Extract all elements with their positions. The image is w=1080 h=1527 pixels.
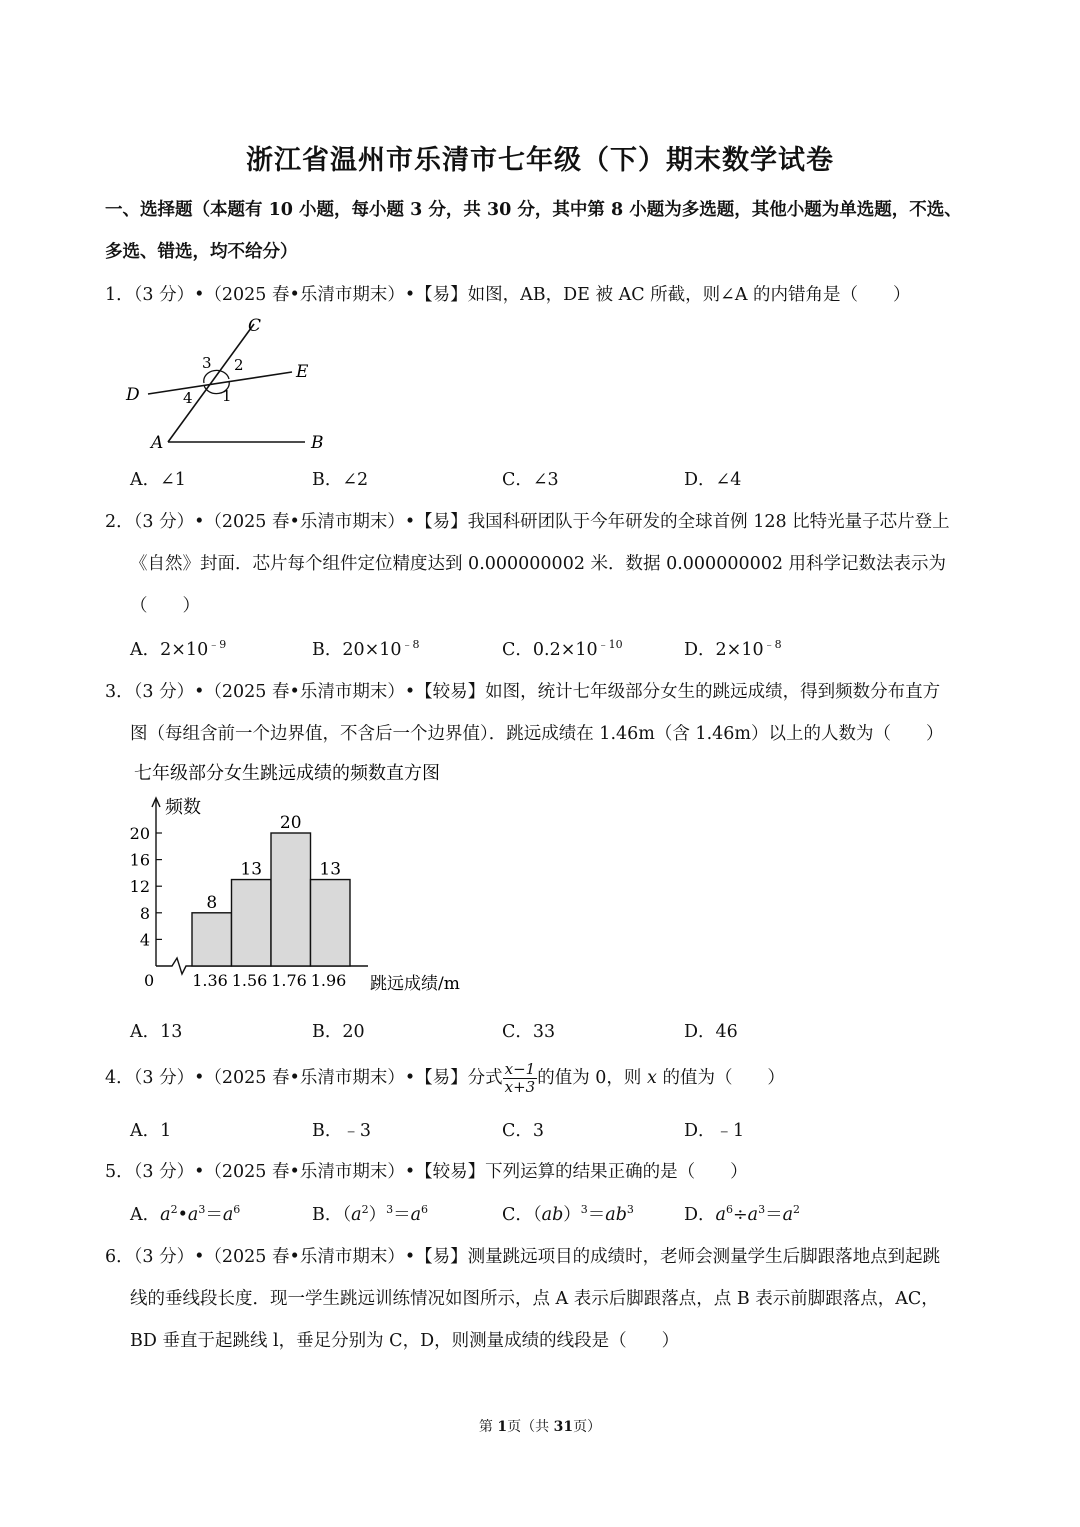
bar — [271, 833, 311, 966]
y-tick-label: 8 — [139, 903, 150, 923]
q2-option-b: B．$20\times 10^{﹣8}$ — [312, 638, 420, 660]
q3-option-b: B．20 — [312, 1022, 365, 1042]
q2-option-a: A．$2\times 10^{﹣9}$ — [130, 638, 227, 660]
q4-option-d: D．﹣1 — [684, 1121, 745, 1141]
label-angle-4: 4 — [183, 389, 193, 407]
y-tick-label: 20 — [129, 824, 150, 843]
q1-figure — [120, 312, 340, 457]
q4-option-b: B．﹣3 — [312, 1121, 371, 1141]
q5-stem: 5．（3 分）•（2025 春•乐清市期末）•【较易】下列运算的结果正确的是（ ） — [105, 1162, 748, 1182]
q4-option-c: C．3 — [502, 1121, 545, 1141]
q3-option-c: C．33 — [502, 1022, 556, 1042]
q3-option-a: A．13 — [130, 1022, 183, 1042]
bar-data-label: 20 — [279, 813, 302, 833]
section-heading-line2: 多选、错选，均不给分） — [105, 242, 298, 262]
chart-title: 七年级部分女生跳远成绩的频数直方图 — [134, 763, 440, 784]
q3-option-d: D．46 — [684, 1022, 738, 1042]
x-tick-label: 1.56 — [231, 971, 268, 990]
bar — [232, 880, 272, 966]
q5-option-b: B．$(a^2)^3=a^6$ — [312, 1203, 428, 1225]
y-tick-label: 16 — [129, 850, 150, 870]
q2-stem-line3: （ ） — [130, 596, 200, 616]
bar-data-label: 13 — [240, 859, 263, 880]
origin-label: 0 — [144, 971, 155, 990]
q6-stem-line3: BD 垂直于起跳线 l，垂足分别为 C，D，则测量成绩的线段是（ ） — [130, 1331, 680, 1351]
q1-option-c: C．∠3 — [502, 470, 559, 490]
q3-stem-line2: 图（每组含前一个边界值，不含后一个边界值）．跳远成绩在 1.46m（含 1.46m）以上的人数为（ ） — [130, 724, 944, 744]
page-title: 浙江省温州市乐清市七年级（下）期末数学试卷 — [246, 145, 834, 176]
q6-stem-line1: 6．（3 分）•（2025 春•乐清市期末）•【易】测量跳远项目的成绩时，老师会测量学生后脚跟落地点到起跳 — [105, 1247, 941, 1267]
q2-stem-line1: 2．（3 分）•（2025 春•乐清市期末）•【易】我国科研团队于今年研发的全球首例 128 比特光量子芯片登上 — [105, 512, 950, 532]
q5-option-c: C．$(ab)^3=ab^3$ — [502, 1203, 634, 1225]
x-tick-label: 1.96 — [310, 971, 347, 990]
y-tick-label: 4 — [139, 930, 150, 950]
q2-stem-line2: 《自然》封面．芯片每个组件定位精度达到 0.000000002 米．数据 0.000000002 用科学记数法表示为 — [130, 554, 947, 574]
q1-option-b: B．∠2 — [312, 470, 369, 490]
label-angle-3: 3 — [202, 354, 212, 372]
label-e: E — [296, 362, 309, 382]
q1-option-d: D．∠4 — [684, 470, 742, 490]
y-tick-label: 12 — [129, 877, 150, 897]
bar-data-label: 8 — [206, 892, 218, 913]
label-b: B — [311, 433, 324, 453]
line-ac — [168, 324, 254, 442]
q4-option-a: A．1 — [130, 1121, 172, 1141]
label-a: A — [151, 433, 164, 453]
x-tick-label: 1.36 — [192, 971, 228, 990]
q2-option-c: C．$0.2\times 10^{﹣10}$ — [502, 638, 623, 660]
label-d: D — [126, 385, 140, 405]
bar — [311, 880, 351, 966]
q3-stem-line1: 3．（3 分）•（2025 春•乐清市期末）•【较易】如图，统计七年级部分女生的跳远成绩，得到频数分布直方 — [105, 682, 941, 702]
label-c: C — [248, 316, 262, 336]
q5-option-a: A．$a^2•a^3=a^6$ — [130, 1203, 241, 1225]
q5-option-d: D．$a^6\div a^3=a^2$ — [684, 1203, 801, 1225]
label-angle-1: 1 — [222, 387, 232, 405]
section-heading-line1: 一、选择题（本题有 10 小题，每小题 3 分，共 30 分，其中第 8 小题为多选题，其他小题为单选题，不选、 — [105, 200, 962, 220]
bar-data-label: 13 — [319, 859, 342, 880]
q4-fraction: $\frac{x-1}{x+3}$ — [504, 1060, 536, 1096]
q2-option-d: D．$2\times 10^{﹣8}$ — [684, 638, 782, 660]
y-axis-label: 频数 — [165, 797, 201, 818]
x-tick-label: 1.76 — [271, 971, 307, 990]
q6-stem-line2: 线的垂线段长度．现一学生跳远训练情况如图所示，点 A 表示后脚跟落点，点 B 表示前脚跟落点，AC， — [130, 1289, 939, 1309]
page-footer: 第 1页（共 31页） — [478, 1419, 602, 1435]
line-de — [148, 372, 292, 394]
label-angle-2: 2 — [234, 356, 244, 374]
q1-option-a: A．∠1 — [130, 470, 186, 490]
bar — [192, 913, 232, 966]
q3-histogram — [120, 755, 520, 1005]
x-axis-label: 跳远成绩/m — [370, 974, 460, 994]
q4-stem: 4．（3 分）•（2025 春•乐清市期末）•【易】分式 $\frac{x-1}{x+3}$ 的值为 0，则 x 的值为（ ） — [105, 1060, 785, 1096]
q1-stem: 1．（3 分）•（2025 春•乐清市期末）•【易】如图，AB，DE 被 AC 所截，则∠A 的内错角是（ ） — [105, 285, 911, 305]
